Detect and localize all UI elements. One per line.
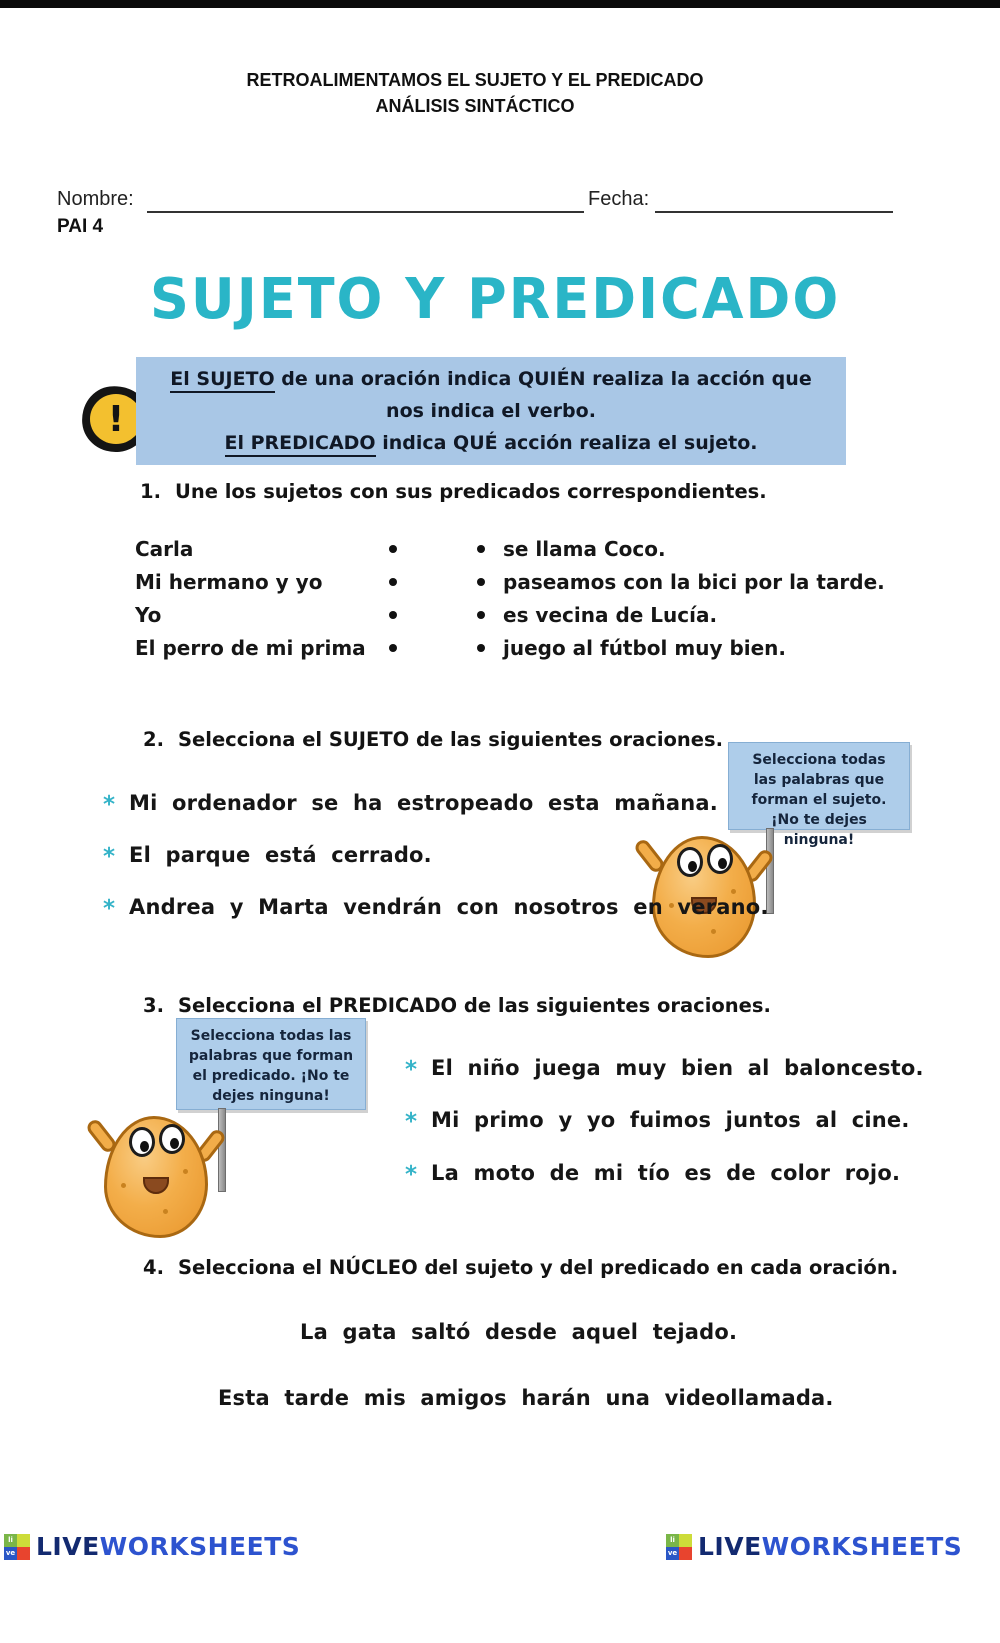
predicate-label: paseamos con la bici por la tarde. xyxy=(503,569,885,594)
predicate-label: juego al fútbol muy bien. xyxy=(503,635,787,660)
sentence-row xyxy=(218,1386,834,1410)
exercise1-instruction: Une los sujetos con sus predicados correspondientes. xyxy=(174,480,767,503)
match-subject-row xyxy=(135,532,397,565)
asterisk-icon: * xyxy=(103,792,116,818)
match-subjects-column xyxy=(135,532,397,664)
liveworksheets-grid-icon: li ve xyxy=(666,1534,692,1560)
top-black-bar xyxy=(0,0,1000,8)
exercise2-number: 2. xyxy=(143,728,164,751)
sentence-row xyxy=(103,791,718,818)
exercise4-number: 4. xyxy=(143,1256,164,1279)
name-input-line[interactable] xyxy=(147,211,584,213)
selectable-sentence[interactable]: Andrea y Marta vendrán con nosotros en verano. xyxy=(129,895,769,919)
match-dot[interactable] xyxy=(389,545,397,553)
date-label: Fecha: xyxy=(588,188,650,210)
sentence-row xyxy=(405,1161,900,1188)
match-dot[interactable] xyxy=(477,545,485,553)
potato-mouth xyxy=(143,1177,169,1194)
name-label: Nombre: xyxy=(57,188,134,210)
match-predicate-row xyxy=(477,565,885,598)
match-dot[interactable] xyxy=(477,644,485,652)
liveworksheets-grid-icon: li ve xyxy=(4,1534,30,1560)
sentence-row xyxy=(103,895,769,922)
pai-label: PAI 4 xyxy=(57,216,104,237)
logo-text: LIVEWORKSHEETS xyxy=(698,1532,963,1561)
potato-eye xyxy=(129,1127,155,1157)
exercise2-instruction: Selecciona el SUJETO de las siguientes oraciones. xyxy=(177,728,724,751)
match-predicate-row xyxy=(477,631,885,664)
match-subject-row xyxy=(135,565,397,598)
predicate-label: se llama Coco. xyxy=(503,536,666,561)
match-dot[interactable] xyxy=(389,578,397,586)
match-dot[interactable] xyxy=(389,611,397,619)
potato-eye xyxy=(159,1124,185,1154)
exercise1-heading xyxy=(140,480,767,503)
exercise4-heading xyxy=(143,1256,898,1279)
selectable-sentence[interactable]: El niño juega muy bien al baloncesto. xyxy=(431,1056,924,1080)
match-dot[interactable] xyxy=(477,611,485,619)
logo-text: LIVEWORKSHEETS xyxy=(36,1532,301,1561)
potato-eye xyxy=(677,847,703,877)
sujeto-definition xyxy=(152,363,830,427)
sentence-row xyxy=(300,1320,737,1344)
predicado-term: El PREDICADO xyxy=(225,432,376,457)
match-subject-row xyxy=(135,631,397,664)
potato-body xyxy=(104,1116,208,1238)
definition-box xyxy=(136,357,846,465)
match-predicate-row xyxy=(477,532,885,565)
liveworksheets-logo-left[interactable] xyxy=(4,1532,300,1561)
hint-sign-sujeto: Selecciona todas las palabras que forman el sujeto. ¡No te dejes ninguna! xyxy=(728,742,910,830)
sign-pole xyxy=(218,1108,226,1192)
asterisk-icon: * xyxy=(405,1057,418,1083)
exercise3-heading xyxy=(143,994,771,1017)
match-predicates-column xyxy=(477,532,885,664)
match-predicate-row xyxy=(477,598,885,631)
page-title-line1: RETROALIMENTAMOS EL SUJETO Y EL PREDICADO xyxy=(246,70,704,90)
selectable-sentence[interactable]: Esta tarde mis amigos harán una videollamada. xyxy=(218,1386,834,1410)
match-dot[interactable] xyxy=(389,644,397,652)
exercise1-number: 1. xyxy=(140,480,161,503)
selectable-sentence[interactable]: La moto de mi tío es de color rojo. xyxy=(431,1161,901,1185)
asterisk-icon: * xyxy=(103,844,116,870)
sujeto-definition-text: de una oración indica QUIÉN realiza la acción que nos indica el verbo. xyxy=(274,368,812,422)
sujeto-term: El SUJETO xyxy=(170,368,274,393)
exercise3-instruction: Selecciona el PREDICADO de las siguientes oraciones. xyxy=(177,994,771,1017)
selectable-sentence[interactable]: El parque está cerrado. xyxy=(129,843,432,867)
subject-label: Yo xyxy=(135,602,162,627)
subject-label: Carla xyxy=(135,536,194,561)
subject-label: El perro de mi prima xyxy=(135,635,366,660)
potato-eye xyxy=(707,844,733,874)
sentence-row xyxy=(405,1108,910,1135)
selectable-sentence[interactable]: La gata saltó desde aquel tejado. xyxy=(300,1320,738,1344)
predicado-definition-text: indica QUÉ acción realiza el sujeto. xyxy=(375,432,758,454)
liveworksheets-logo-right[interactable] xyxy=(666,1532,962,1561)
exercise3-number: 3. xyxy=(143,994,164,1017)
predicado-definition xyxy=(152,427,830,459)
match-subject-row xyxy=(135,598,397,631)
sentence-row xyxy=(405,1056,924,1083)
match-dot[interactable] xyxy=(477,578,485,586)
date-input-line[interactable] xyxy=(655,211,893,213)
selectable-sentence[interactable]: Mi primo y yo fuimos juntos al cine. xyxy=(431,1108,910,1132)
asterisk-icon: * xyxy=(405,1109,418,1135)
exclamation-glyph: ! xyxy=(90,394,142,444)
asterisk-icon: * xyxy=(103,896,116,922)
exercise2-heading xyxy=(143,728,723,751)
hint-sign-predicado: Selecciona todas las palabras que forman el predicado. ¡No te dejes ninguna! xyxy=(176,1018,366,1110)
sentence-row xyxy=(103,843,432,870)
potato-mascot xyxy=(104,1116,208,1238)
subject-label: Mi hermano y yo xyxy=(135,569,323,594)
predicate-label: es vecina de Lucía. xyxy=(503,602,718,627)
asterisk-icon: * xyxy=(405,1162,418,1188)
selectable-sentence[interactable]: Mi ordenador se ha estropeado esta mañana. xyxy=(129,791,718,815)
page-title-line2: ANÁLISIS SINTÁCTICO xyxy=(375,96,575,116)
worksheet-main-title: SUJETO Y PREDICADO xyxy=(150,266,841,332)
exercise4-instruction: Selecciona el NÚCLEO del sujeto y del predicado en cada oración. xyxy=(177,1256,899,1279)
